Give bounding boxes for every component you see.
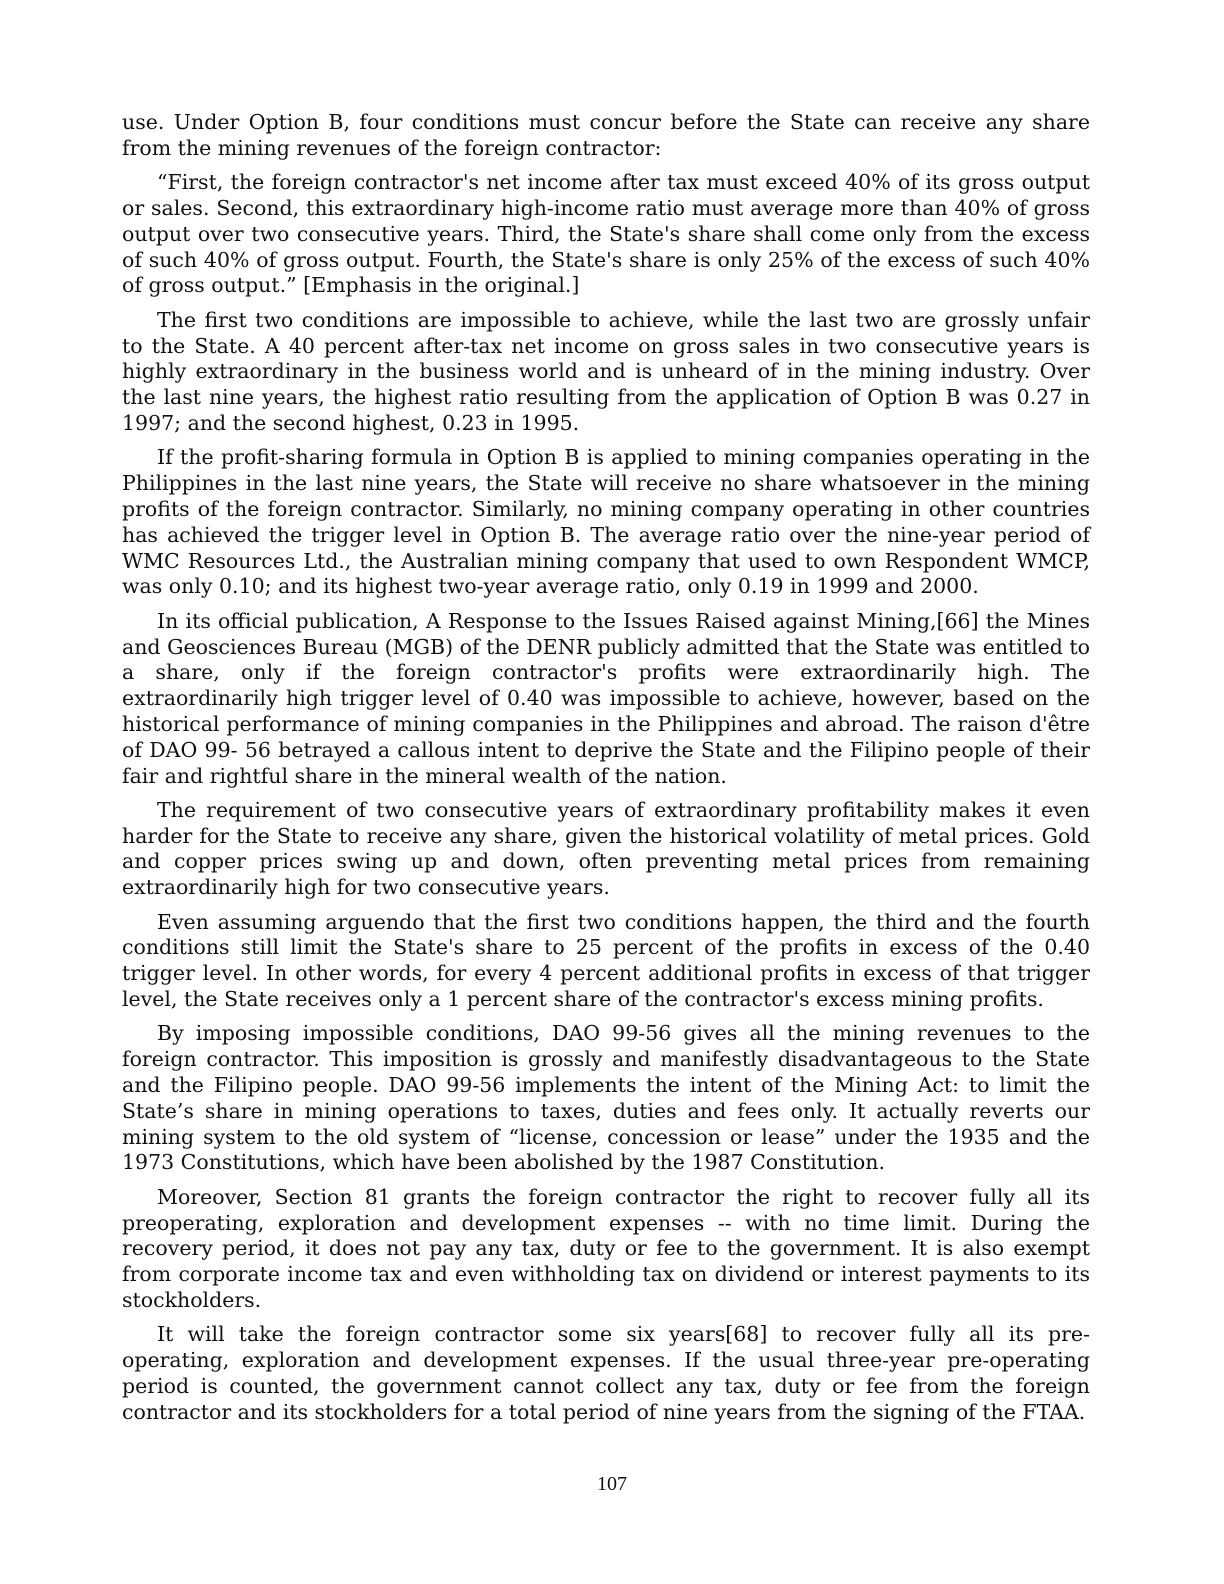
- paragraph-dao-99-56: By imposing impossible conditions, DAO 99-56 gives all the mining revenues to the foreign contractor. This imposition is grossly and manifestly disadvantageous to the State and the Filipino people. DAO 99-56 implements the intent of the Mining Act: to limit the State’s share in mining operations to taxes, duties and fees only. It actually reverts our mining system to the old system of “license, concession or lease” under the 1935 and the 1973 Constitutions, which have been abolished by the 1987 Constitution.: [122, 1021, 1090, 1175]
- paragraph-mgb-publication: In its official publication, A Response to the Issues Raised against Mining,[66] the Mines and Geosciences Bureau (MGB) of the DENR publicly admitted that the State was entitled to a share, only if the foreign contractor's profits were extraordinarily high. The extraordinarily high trigger level of 0.40 was impossible to achieve, however, based on the historical performance of mining companies in the Philippines and abroad. The raison d'être of DAO 99- 56 betrayed a callous intent to deprive the State and the Filipino people of their fair and rightful share in the mineral wealth of the nation.: [122, 608, 1090, 788]
- paragraph-profit-sharing-formula: If the profit-sharing formula in Option B is applied to mining companies operating in the Philippines in the last nine years, the State will receive no share whatsoever in the mining profits of the foreign contractor. Similarly, no mining company operating in other countries has achieved the trigger level in Option B. The average ratio over the nine-year period of WMC Resources Ltd., the Australian mining company that used to own Respondent WMCP, was only 0.10; and its highest two-year average ratio, only 0.19 in 1999 and 2000.: [122, 445, 1090, 599]
- paragraph-section-81: Moreover, Section 81 grants the foreign contractor the right to recover fully all its preoperating, exploration and development expenses -- with no time limit. During the recovery period, it does not pay any tax, duty or fee to the government. It is also exempt from corporate income tax and even withholding tax on dividend or interest payments to its stockholders.: [122, 1184, 1090, 1313]
- paragraph-impossible-conditions: The first two conditions are impossible to achieve, while the last two are grossly unfair to the State. A 40 percent after-tax net income on gross sales in two consecutive years is highly extraordinary in the business world and is unheard of in the mining industry. Over the last nine years, the highest ratio resulting from the application of Option B was 0.27 in 1997; and the second highest, 0.23 in 1995.: [122, 307, 1090, 435]
- document-body: [122, 110, 1090, 1434]
- paragraph-arguendo: Even assuming arguendo that the first two conditions happen, the third and the fourth conditions still limit the State's share to 25 percent of the profits in excess of the 0.40 trigger level. In other words, for every 4 percent additional profits in excess of that trigger level, the State receives only a 1 percent share of the contractor's excess mining profits.: [122, 909, 1090, 1012]
- page-number: 107: [597, 1473, 627, 1495]
- paragraph-quoted-conditions: “First, the foreign contractor's net income after tax must exceed 40% of its gross output or sales. Second, this extraordinary high-income ratio must average more than 40% of gross output over two consecutive years. Third, the State's share shall come only from the excess of such 40% of gross output. Fourth, the State's share is only 25% of the excess of such 40% of gross output.” [Emphasis in the original.]: [122, 170, 1090, 298]
- paragraph-continuation: use. Under Option B, four conditions must concur before the State can receive any share from the mining revenues of the foreign contractor:: [122, 110, 1090, 160]
- paragraph-consecutive-years: The requirement of two consecutive years of extraordinary profitability makes it even harder for the State to receive any share, given the historical volatility of metal prices. Gold and copper prices swing up and down, often preventing metal prices from remaining extraordinarily high for two consecutive years.: [122, 797, 1090, 900]
- paragraph-recovery-period: It will take the foreign contractor some six years[68] to recover fully all its pre-operating, exploration and development expenses. If the usual three-year pre-operating period is counted, the government cannot collect any tax, duty or fee from the foreign contractor and its stockholders for a total period of nine years from the signing of the FTAA.: [122, 1322, 1090, 1424]
